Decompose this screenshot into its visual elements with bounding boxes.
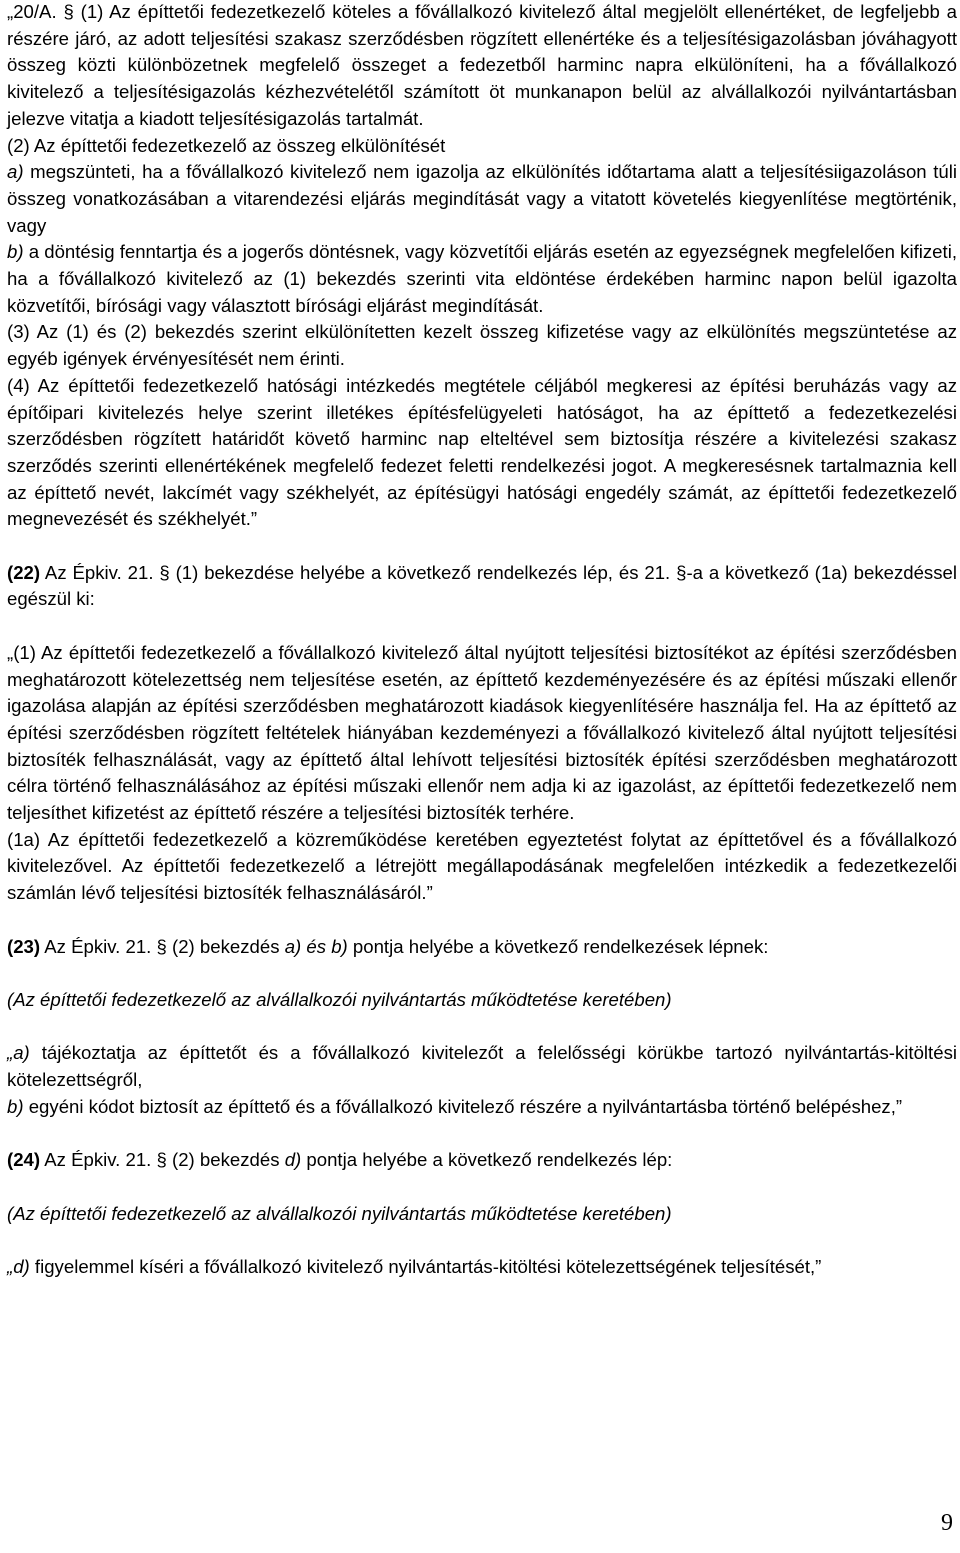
context-heading-23: (Az építtetői fedezetkezelő az alvállalkozói nyilvántartás működtetése keretében) bbox=[7, 988, 672, 1010]
paragraph-text: (4) Az építtetői fedezetkezelő hatósági intézkedés megtétele céljából megkeresi az építési beruházás vagy az építőipari kivitelezés helye szerint illetékes építésfelügyeleti hatóságot, ha az építtető a fedezetkezelési szerződésben rögzített határidőt követő harminc nap elteltével sem biztosítja részére a kivitelezési szakasz szerződés szerinti ellenértékének megfelelő fedezet feletti rendelkezési jogot. A megkeresésnek tartalmaznia kell az építtető nevét, lakcímét vagy székhelyét, az építésügyi hatósági engedély számát, az építtetői fedezetkezelő megnevezését és székhelyét. bbox=[7, 374, 957, 530]
amendment-text: (1) bekezdése helyébe a következő rendelkezés lép, és 21. bbox=[169, 561, 677, 583]
section-sign: § bbox=[156, 935, 167, 957]
point-reference: d) bbox=[284, 1149, 302, 1171]
paragraph-20a-4 bbox=[7, 373, 957, 533]
point-text: tájékoztatja az építtetőt és a fővállalkozó kivitelezőt a felelősségi körükbe tartozó nyilvántartás-kitöltési kötelezettségről, bbox=[7, 1042, 957, 1091]
point-reference: a) és b) bbox=[284, 935, 348, 957]
amendment-text: pontja helyébe a következő rendelkezés lép: bbox=[301, 1149, 673, 1171]
amendment-text: (2) bekezdés bbox=[166, 935, 285, 957]
paragraph-20a-2-a bbox=[7, 159, 957, 239]
point-text: figyelemmel kíséri a fővállalkozó kivitelező nyilvántartás-kitöltési kötelezettségének teljesítését,” bbox=[29, 1255, 822, 1277]
point-label: a) bbox=[13, 1042, 30, 1064]
amendment-text: (2) bekezdés bbox=[166, 1149, 285, 1171]
amendment-24-point-d bbox=[7, 1254, 957, 1281]
point-text: egyéni kódot biztosít az építtető és a fővállalkozó kivitelező részére a nyilvántartásba történő belépéshez,” bbox=[23, 1095, 903, 1117]
amendment-23-point-a bbox=[7, 1040, 957, 1093]
paragraph-20a-2-b bbox=[7, 239, 957, 319]
amendment-text: Az Épkiv. 21. bbox=[40, 935, 157, 957]
quoted-paragraph-1: „(1) Az építtetői fedezetkezelő a fővállalkozó kivitelező által nyújtott teljesítési biztosítékot az építési szerződésben meghatározott kötelezettség nem teljesítése esetén, az építtető kezdeményezésére és az építési műszaki ellenőr igazolása alapján az építési szerződésben meghatározott kiadások kiegyenlítésére használja fel. Ha az építtető az építési szerződésben rögzített feltételek hiányában kezdeményezi a fővállalkozó kivitelező által nyújtott teljesítési biztosíték felhasználását, vagy az építtető által lehívott teljesítési biztosíték építési szerződésben meghatározott célra történő felhasználásához az építési műszaki ellenőr nem adja ki az igazolást, az építtetői fedezetkezelő nem teljesíthet kifizetést az építtető részére a teljesítési biztosíték terhére. bbox=[7, 641, 957, 824]
amendment-23 bbox=[7, 934, 957, 961]
paragraph-20a-1 bbox=[7, 0, 957, 133]
section-sign: § bbox=[156, 1149, 167, 1171]
amendment-text: -a a következő (1a) bekezdéssel egészül ki: bbox=[7, 561, 957, 610]
section-sign: § bbox=[159, 561, 170, 583]
section-sign: § bbox=[63, 1, 74, 22]
point-label: b) bbox=[7, 1095, 24, 1117]
closing-quote: ” bbox=[250, 508, 258, 530]
opening-quote: „ bbox=[7, 1042, 14, 1064]
point-text: a döntésig fenntartja és a jogerős döntésnek, vagy közvetítői eljárás esetén az egyezségnek megfelelően kifizeti, ha a fővállalkozó kivitelező az (1) bekezdés szerinti vita eldöntése érdekében harminc napon belül igazolta közvetítői, bírósági vagy választott bírósági eljárást megindítását. bbox=[7, 241, 957, 316]
amendment-22 bbox=[7, 560, 957, 613]
point-label: d) bbox=[13, 1255, 30, 1277]
opening-quote: „ bbox=[7, 1255, 14, 1277]
point-label: a) bbox=[7, 161, 24, 183]
document-page bbox=[7, 0, 957, 1281]
amendment-text: pontja helyébe a következő rendelkezések lépnek: bbox=[347, 935, 769, 957]
section-sign: § bbox=[676, 561, 687, 583]
paragraph-text: (1) Az építtetői fedezetkezelő köteles a fővállalkozó kivitelező által megjelölt ellenértéket, de legfeljebb a részére járó, az adott teljesítési szakasz szerződésben rögzített ellenértéke és a teljesítésigazolásban jóváhagyott összeg közti különbözetnek megfelelő összeget a fedezetből harminc napra elkülöníteni, ha a fővállalkozó kivitelező a teljesítésigazolás kézhezvételétől számított öt munkanapon belül az alvállalkozói nyilvántartásban jelezve vitatja a kiadott teljesítésigazolás tartalmát. bbox=[7, 1, 957, 129]
paragraph-20a-3: (3) Az (1) és (2) bekezdés szerint elkülönítetten kezelt összeg kifizetése vagy az elkülönítés megszüntetése az egyéb igények érvényesítését nem érinti. bbox=[7, 321, 957, 370]
page-number: 9 bbox=[941, 1510, 953, 1536]
opening-quote: „ bbox=[7, 1, 14, 22]
point-text: megszünteti, ha a fővállalkozó kivitelező nem igazolja az elkülönítés időtartama alatt a teljesítésiigazoláson túli összeg vonatkozásában a vitarendezési eljárás megindítását vagy a vitatott követelés kiegyenlítése megtörténik, vagy bbox=[7, 161, 957, 236]
paragraph-20a-2-intro: (2) Az építtetői fedezetkezelő az összeg elkülönítését bbox=[7, 134, 446, 156]
amendment-number: (23) bbox=[7, 935, 41, 957]
amendment-number: (24) bbox=[7, 1149, 41, 1171]
amendment-24 bbox=[7, 1147, 957, 1174]
context-heading-24: (Az építtetői fedezetkezelő az alvállalkozói nyilvántartás működtetése keretében) bbox=[7, 1202, 672, 1224]
section-label: 20/A. bbox=[13, 1, 64, 22]
amendment-23-point-b bbox=[7, 1094, 957, 1121]
amendment-text: Az Épkiv. 21. bbox=[40, 561, 160, 583]
amendment-number: (22) bbox=[7, 561, 41, 583]
quoted-paragraph-1a: (1a) Az építtetői fedezetkezelő a közreműködése keretében egyeztetést folytat az építtetővel és a fővállalkozó kivitelezővel. Az építtetői fedezetkezelő a létrejött megállapodásának megfelelően intézkedik a fedezetkezelői számlán lévő teljesítési biztosíték felhasználásáról.” bbox=[7, 828, 957, 904]
amendment-text: Az Épkiv. 21. bbox=[40, 1149, 157, 1171]
point-label: b) bbox=[7, 241, 24, 263]
